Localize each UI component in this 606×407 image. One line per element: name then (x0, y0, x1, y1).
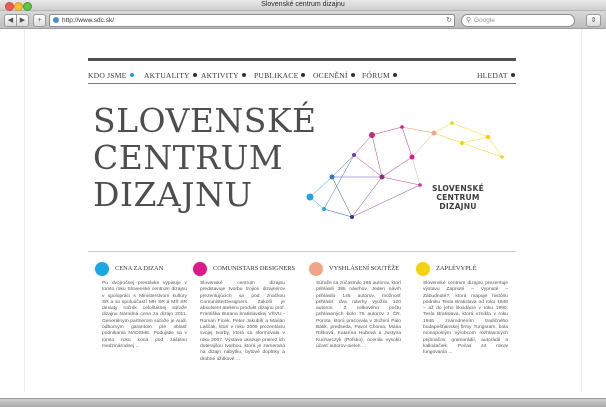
frame-divider (24, 29, 25, 392)
nav-label: AKTUALITY (144, 71, 190, 80)
column-vyhlaseni (309, 262, 409, 349)
nav-item-aktuality[interactable] (144, 71, 197, 81)
column-comunistars (193, 262, 296, 362)
column-title[interactable]: CENA ZA DIZAN (115, 265, 164, 272)
nav-item-aktivity[interactable] (201, 71, 246, 81)
column-title[interactable]: COMUNISTARS DESIGNERS (213, 265, 296, 272)
add-bookmark-button[interactable]: + (33, 14, 46, 27)
column-zaplevyple (416, 262, 516, 356)
column-title[interactable]: VYSHLÁSENÍ SOUTĚŽE (329, 265, 400, 272)
nav-label: KDO JSME (88, 71, 127, 80)
nav-item-search[interactable] (477, 71, 515, 81)
yellow-circle-icon (416, 262, 430, 276)
logo-line: CENTRUM (436, 193, 480, 202)
nav-item-publikace[interactable] (254, 71, 305, 81)
column-header[interactable] (416, 262, 516, 276)
section-divider (88, 251, 516, 252)
nav-label: PUBLIKACE (254, 71, 299, 80)
magenta-circle-icon (193, 262, 207, 276)
column-cena (95, 262, 195, 349)
column-body: Po dvojročnej prestávke vypisuje v tomto roku Slovenské centrum dizajnu v spolupráci s Ministerstvom kultúry SR a so spoluúčasťí MH SR a MŠ SR desiaty ročník celoštátnej súťaže dizajnu Národná cena za dizajn 2011. Generálnym partnerom súťaže je Audi, odborným garantom pre oblasť podnikania NADSME. Podujatie sa v tomto roku koná pod záštitou medzinárodnej ... (102, 281, 187, 349)
nav-label: AKTIVITY (201, 71, 239, 80)
search-input[interactable] (461, 14, 575, 27)
column-header[interactable] (95, 262, 195, 276)
url-text[interactable]: http://www.sdc.sk/ (62, 17, 115, 24)
browser-toolbar (0, 11, 606, 29)
blue-circle-icon (95, 262, 109, 276)
frame-divider (581, 29, 582, 392)
forward-button[interactable]: ▶ (16, 14, 29, 27)
network-logo-graphic (302, 117, 508, 229)
logo-line: SLOVENSKÉ (431, 184, 485, 193)
nav-item-oceneni[interactable] (313, 71, 355, 81)
menu-button[interactable]: ⇕ (586, 14, 601, 27)
globe-icon (53, 17, 59, 23)
column-header[interactable] (309, 262, 409, 276)
window-title: Slovenské centrum dizajnu (261, 1, 345, 8)
nav-label: OCENĚNÍ (313, 71, 348, 80)
logo-line: DIZAJNU (439, 202, 477, 211)
nav-dot-icon (301, 73, 305, 77)
search-icon: ⚲ (466, 17, 472, 24)
nav-dot-icon (511, 73, 515, 77)
column-body: Súťaže sa zúčastnilo 265 autorov, ktorí prihlásili 395 návrhov. Jeden návrh prihlásilo 145 autorov, možnosť prihlásiť dva návrhy využilo 120 autorov. Z celkového počtu prihlásených bolo 76 autorov z ČR. Porota, ktorú pracovala v zložení Palo Bálik, predseda, Pavol Choma, Mária Rišková, Katarína Hubová a Justyna Kucharczyk (Poľsko), ocenila vysokú účasť autorov-nielen ... (316, 281, 401, 349)
column-body: Slovenské centrum dizajnu predstavuje tvorbu trojice dizajnérov prezentujúcich sa pod značkou ComunisterDesigners. Zakolíi je absolvent ateliéru produkt dizajnu prof. Františka Burana bratislavskej VŠVU - Roman Ficek, Peter Jakubík a Marián Laščák, ktorí v roku 2009 prezentáciu svojej tvorby, ktorá sa sformovala v roku 2007. Výstava ukazuje prierez ich doterajšou tvorbou, ktorá je zameraná na dizajn nábytku, bytové doplnky a drobné úžitkové ... (200, 281, 285, 362)
nav-dot-active-icon (130, 73, 134, 77)
nav-rule (88, 83, 516, 84)
nav-dot-icon (351, 73, 355, 77)
peach-circle-icon (309, 262, 323, 276)
logo-wordmark (424, 184, 492, 211)
window-titlebar (0, 0, 606, 11)
nav-dot-icon (393, 73, 397, 77)
column-header[interactable] (193, 262, 296, 276)
hero-line: SLOVENSKÉ (93, 101, 317, 140)
search-placeholder: Google (474, 17, 495, 24)
hero-line: DIZAJNU (93, 175, 253, 214)
nav-item-kdo-jsme[interactable] (88, 71, 134, 81)
nav-dot-icon (193, 73, 197, 77)
nav-label: HLEDAT (477, 71, 508, 80)
main-nav (88, 71, 518, 83)
nav-item-forum[interactable] (362, 71, 397, 81)
address-bar[interactable] (49, 14, 455, 27)
reload-icon[interactable]: ↻ (446, 17, 452, 24)
nav-label: FÓRUM (362, 71, 391, 80)
hero-title (93, 102, 317, 213)
column-body: Slovenské centrum dizajnu prezentuje výstavu Zapnuté – Vypnuté – Zábudnuté?, ktorá mapuje históriu podniku Tesla Bratislava od roku 1946 – až do jeho likvidácie v roku 1990. Tesla Bratislava, ktorá vznikla v roku 1946 znárodnením tradičného budapešťianskej firmy Tungsram, bola monopolným výrobcom rozhlasových prijímačov, gramorádií, autorádií a kalkulačiek. Počas 44 rokov fungovania ... (423, 281, 508, 356)
nav-dot-icon (242, 73, 246, 77)
back-button[interactable]: ◀ (4, 14, 17, 27)
header-rule (88, 58, 516, 61)
hero-line: CENTRUM (93, 138, 284, 177)
column-title[interactable]: ZAPLÉVYPLÉ (436, 265, 477, 272)
